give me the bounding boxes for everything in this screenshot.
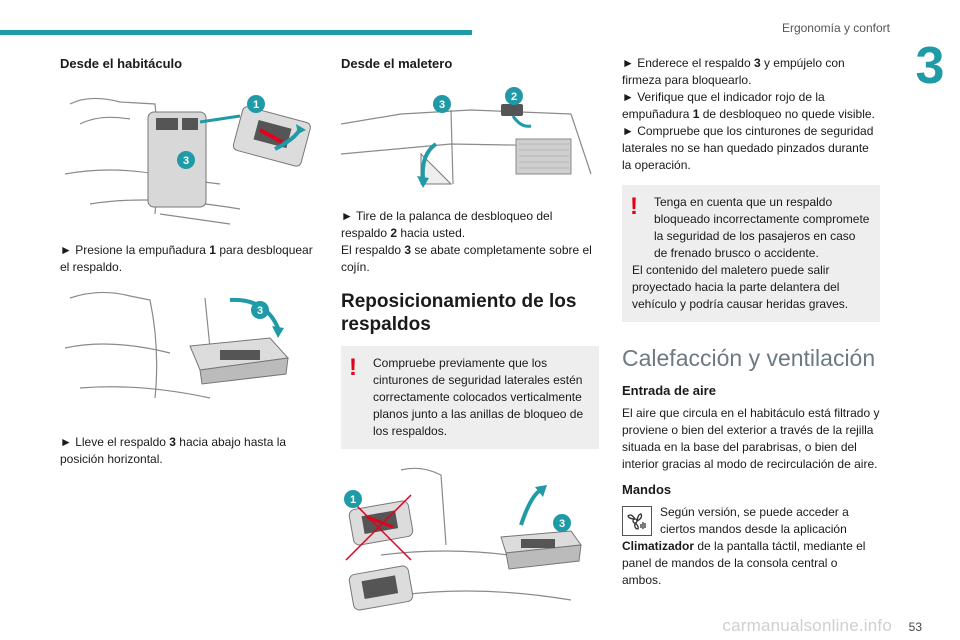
step-lower-backrest-ref: 3: [169, 435, 176, 449]
step-backrest-folds-ref: 3: [404, 243, 412, 257]
figure-seat-fold-down: [60, 288, 318, 418]
warning-icon-2: !: [630, 193, 638, 220]
page-number: 53: [908, 620, 922, 634]
paragraph-controls-app: Climatizador: [622, 539, 695, 553]
step-backrest-folds: [341, 242, 599, 276]
figure-seat-release-handle: [60, 84, 318, 234]
warning-box-safety: [622, 185, 880, 322]
step-pull-lever-text: ► Tire de la palanca de desbloqueo del respaldo: [341, 209, 553, 240]
step-check-belts: ► Compruebe que los cinturones de seguridad laterales no se han quedado pinzados durante la operación.: [622, 124, 874, 172]
subheading-controls: Mandos: [622, 482, 672, 497]
warning-icon: !: [349, 354, 357, 381]
watermark: carmanualsonline.info: [722, 616, 892, 635]
header-accent-bar: [0, 30, 472, 35]
warning-text-trunk-content: El contenido del maletero puede salir proyectado hacia la parte delantera del vehículo y podría causar heridas graves.: [632, 263, 849, 311]
step-straighten-ref: 3: [753, 56, 761, 70]
header-title: Ergonomía y confort: [781, 21, 890, 35]
step-check-indicator-text-2: de desbloqueo no quede visible.: [699, 107, 875, 121]
paragraph-controls: [622, 504, 880, 589]
step-press-handle: [60, 242, 318, 276]
step-check-indicator: [622, 89, 880, 123]
warning-text-safety: Tenga en cuenta que un respaldo bloqueado incorrectamente compromete la seguridad de los pasajeros en caso de frenado brusco o accidente.: [654, 195, 870, 260]
step-press-handle-text: ► Presione la empuñadura: [60, 243, 210, 257]
paragraph-air-intake: El aire que circula en el habitáculo está filtrado y proviene o bien del exterior a través de la rejilla situada en la base del parabrisas, o bien del interior gracias al modo de recirculación de aire.: [622, 406, 880, 471]
paragraph-controls-text-2: de la pantalla táctil, mediante el panel de mandos de la consola central o ambos.: [622, 539, 866, 587]
callout-1-reposition: 1: [349, 494, 357, 506]
callout-3-reposition: 3: [558, 518, 566, 530]
column-2: [341, 55, 599, 615]
chapter-number: 3: [915, 37, 945, 95]
warning-box-belts: [341, 346, 599, 449]
step-check-indicator-text: ► Verifique que el indicador rojo de la empuñadura: [622, 90, 825, 121]
paragraph-controls-text: Según versión, se puede acceder a ciertos mandos desde la aplicación: [660, 505, 849, 536]
step-press-handle-text-2: para desbloquear el respaldo.: [60, 243, 313, 274]
callout-1: 1: [252, 99, 260, 111]
column-3: [622, 55, 880, 589]
subheading-air-intake: Entrada de aire: [622, 383, 716, 398]
fan-icon: [622, 506, 652, 536]
callout-3-trunk: 3: [438, 99, 446, 111]
step-straighten-backrest: [622, 55, 880, 89]
section-title-repositioning: Reposicionamiento de los respaldos: [341, 291, 577, 335]
callout-2: 2: [510, 91, 518, 103]
step-straighten-text: ► Enderece el respaldo: [622, 56, 754, 70]
section-title-heating: Calefacción y ventilación: [622, 345, 876, 371]
step-lower-backrest-text-2: hacia abajo hasta la posición horizontal.: [60, 435, 287, 466]
step-lower-backrest-text: ► Lleve el respaldo: [60, 435, 170, 449]
warning-text-belts: Compruebe previamente que los cinturones de seguridad laterales estén correctamente colocados verticalmente planos junto a las anillas de bloqueo de los respaldos.: [373, 356, 584, 438]
step-pull-lever-text-2: hacia usted.: [397, 226, 466, 240]
callout-3: 3: [182, 155, 190, 167]
figure-seat-reposition: [341, 465, 599, 615]
controls-block: [622, 504, 880, 589]
heading-from-trunk: Desde el maletero: [341, 56, 453, 71]
callout-3b: 3: [256, 305, 264, 317]
step-backrest-folds-text: El respaldo: [341, 243, 405, 257]
step-backrest-folds-text-2: se abate completamente sobre el cojín.: [341, 243, 592, 274]
step-pull-lever: [341, 208, 599, 242]
figure-trunk-lever: [341, 84, 599, 194]
column-1: [60, 55, 318, 468]
step-straighten-text-2: y empújelo con firmeza para bloquearlo.: [622, 56, 845, 87]
step-pull-lever-ref: 2: [390, 226, 398, 240]
step-check-indicator-ref: 1: [692, 107, 700, 121]
step-lower-backrest: [60, 434, 318, 468]
step-press-handle-ref: 1: [209, 243, 216, 257]
chapter-tab: [900, 0, 960, 100]
heading-from-cabin: Desde el habitáculo: [60, 56, 183, 71]
